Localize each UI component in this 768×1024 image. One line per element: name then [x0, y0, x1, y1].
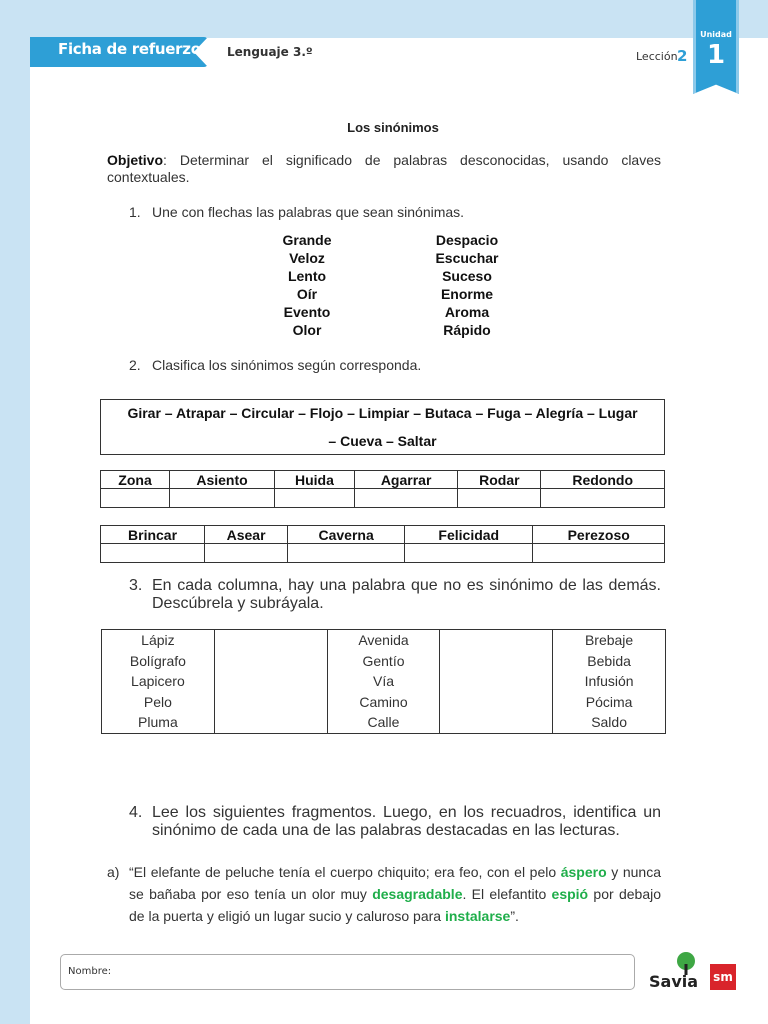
word-bank-line: Girar – Atrapar – Circular – Flojo – Limpiar – Butaca – Fuga – Alegría – Lugar [127, 405, 638, 421]
objetivo [107, 152, 661, 186]
category-header: Caverna [288, 526, 405, 544]
highlighted-word: instalarse [444, 908, 511, 924]
word: Aroma [444, 304, 490, 320]
word[interactable]: Bolígrafo [129, 652, 186, 669]
category-header: Huida [274, 471, 354, 489]
word: Escuchar [435, 250, 499, 266]
unidad-number: 1 [706, 40, 726, 70]
savia-logo: Savia [649, 972, 699, 991]
nombre-label: Nombre: [68, 966, 112, 977]
fragment-text: ”. [510, 908, 519, 924]
word[interactable]: Vía [372, 673, 394, 690]
fragment-text: por debajo de la puerta y eligió un lugar sucio y caluroso para [129, 886, 661, 924]
unidad-label: Unidad [700, 30, 732, 39]
answer-cell[interactable] [101, 544, 205, 563]
word[interactable]: Calle [367, 714, 400, 731]
empty-column [440, 630, 553, 734]
word[interactable]: Lápiz [141, 632, 175, 648]
word-column [102, 630, 215, 734]
highlighted-word: áspero [560, 864, 607, 880]
word: Veloz [289, 250, 325, 266]
question-3 [107, 577, 661, 613]
answer-cell[interactable] [541, 489, 665, 508]
word: Grande [282, 232, 332, 248]
word[interactable]: Pelo [143, 693, 172, 710]
subject-label: Lenguaje 3.º [227, 45, 313, 59]
category-header: Felicidad [405, 526, 533, 544]
question-2 [107, 356, 661, 374]
right-words [427, 231, 507, 339]
category-header: Agarrar [354, 471, 457, 489]
question-number: 1. [129, 204, 141, 220]
highlighted-word: desagradable [372, 886, 463, 902]
question-1 [107, 203, 661, 221]
q3-table-wrap [101, 629, 666, 734]
word: Oír [296, 286, 318, 302]
answer-cell[interactable] [458, 489, 541, 508]
word[interactable]: Brebaje [584, 632, 634, 648]
fragment-label: a) [107, 864, 120, 880]
word: Despacio [435, 232, 499, 248]
question-number: 4. [129, 804, 143, 821]
fragment-a-area [107, 861, 661, 927]
empty-column [214, 630, 327, 734]
word: Evento [283, 304, 331, 320]
page-title: Los sinónimos [347, 120, 439, 135]
category-header: Brincar [101, 526, 205, 544]
answer-cell[interactable] [405, 544, 533, 563]
category-table-2 [100, 525, 665, 563]
fragment-a [107, 861, 661, 927]
fragment-text: “El elefante de peluche tenía el cuerpo chiquito; era feo, con el pelo [129, 864, 561, 880]
answer-cell[interactable] [288, 544, 405, 563]
answer-cell[interactable] [533, 544, 665, 563]
word-bank-line: – Cueva – Saltar [328, 433, 437, 449]
word: Rápido [443, 322, 491, 338]
answer-cell[interactable] [274, 489, 354, 508]
word: Lento [287, 268, 327, 284]
word[interactable]: Pócima [585, 693, 633, 710]
answer-cell[interactable] [205, 544, 288, 563]
q2-area [100, 399, 665, 563]
q4-area [107, 804, 661, 840]
worksheet-content [107, 120, 661, 374]
question-4 [107, 804, 661, 840]
category-table-1 [100, 470, 665, 508]
question-number: 2. [129, 357, 141, 373]
word-column [553, 630, 666, 734]
nombre-field[interactable] [60, 954, 635, 990]
word[interactable]: Infusión [584, 673, 634, 690]
category-header: Zona [101, 471, 170, 489]
question-number: 3. [129, 577, 143, 594]
question-text: Clasifica los sinónimos según corresponda. [152, 357, 422, 373]
word[interactable]: Saldo [591, 714, 627, 731]
banner-title: Ficha de refuerzo [58, 40, 201, 58]
answer-cell[interactable] [101, 489, 170, 508]
fragment-text: . El elefantito [462, 886, 552, 902]
answer-cell[interactable] [170, 489, 275, 508]
word[interactable]: Bebida [587, 652, 631, 669]
fragment-text: y nunca se bañaba por eso tenía un olor muy [129, 864, 661, 902]
word[interactable]: Pluma [138, 714, 178, 731]
q3-area [107, 577, 661, 613]
category-header: Perezoso [533, 526, 665, 544]
category-header: Asear [205, 526, 288, 544]
category-header: Asiento [170, 471, 275, 489]
answer-cell[interactable] [354, 489, 457, 508]
odd-word-table [101, 629, 666, 734]
sm-logo: sm [710, 964, 736, 990]
leccion-number: 2 [677, 47, 688, 65]
word: Suceso [442, 268, 492, 284]
word-bank [100, 399, 665, 455]
category-header: Rodar [458, 471, 541, 489]
word[interactable]: Lapicero [131, 673, 185, 690]
word: Olor [292, 322, 322, 338]
leccion-label: Lección [636, 50, 678, 63]
synonym-pairs [113, 231, 661, 339]
word[interactable]: Camino [359, 693, 408, 710]
word[interactable]: Gentío [362, 652, 405, 669]
question-text: Une con flechas las palabras que sean sinónimas. [152, 204, 465, 220]
objetivo-text: : Determinar el significado de palabras desconocidas, usando claves contextuales. [107, 152, 661, 185]
word-column [327, 630, 440, 734]
question-text: En cada columna, hay una palabra que no es sinónimo de las demás. Descúbrela y subráyala. [152, 577, 661, 612]
objetivo-label: Objetivo [107, 152, 164, 168]
word[interactable]: Avenida [358, 632, 409, 648]
left-words [267, 231, 347, 339]
category-header: Redondo [541, 471, 665, 489]
highlighted-word: espió [551, 886, 589, 902]
word: Enorme [440, 286, 494, 302]
question-text: Lee los siguientes fragmentos. Luego, en los recuadros, identifica un sinónimo de cada una de las palabras destacadas en las lecturas. [152, 804, 661, 839]
